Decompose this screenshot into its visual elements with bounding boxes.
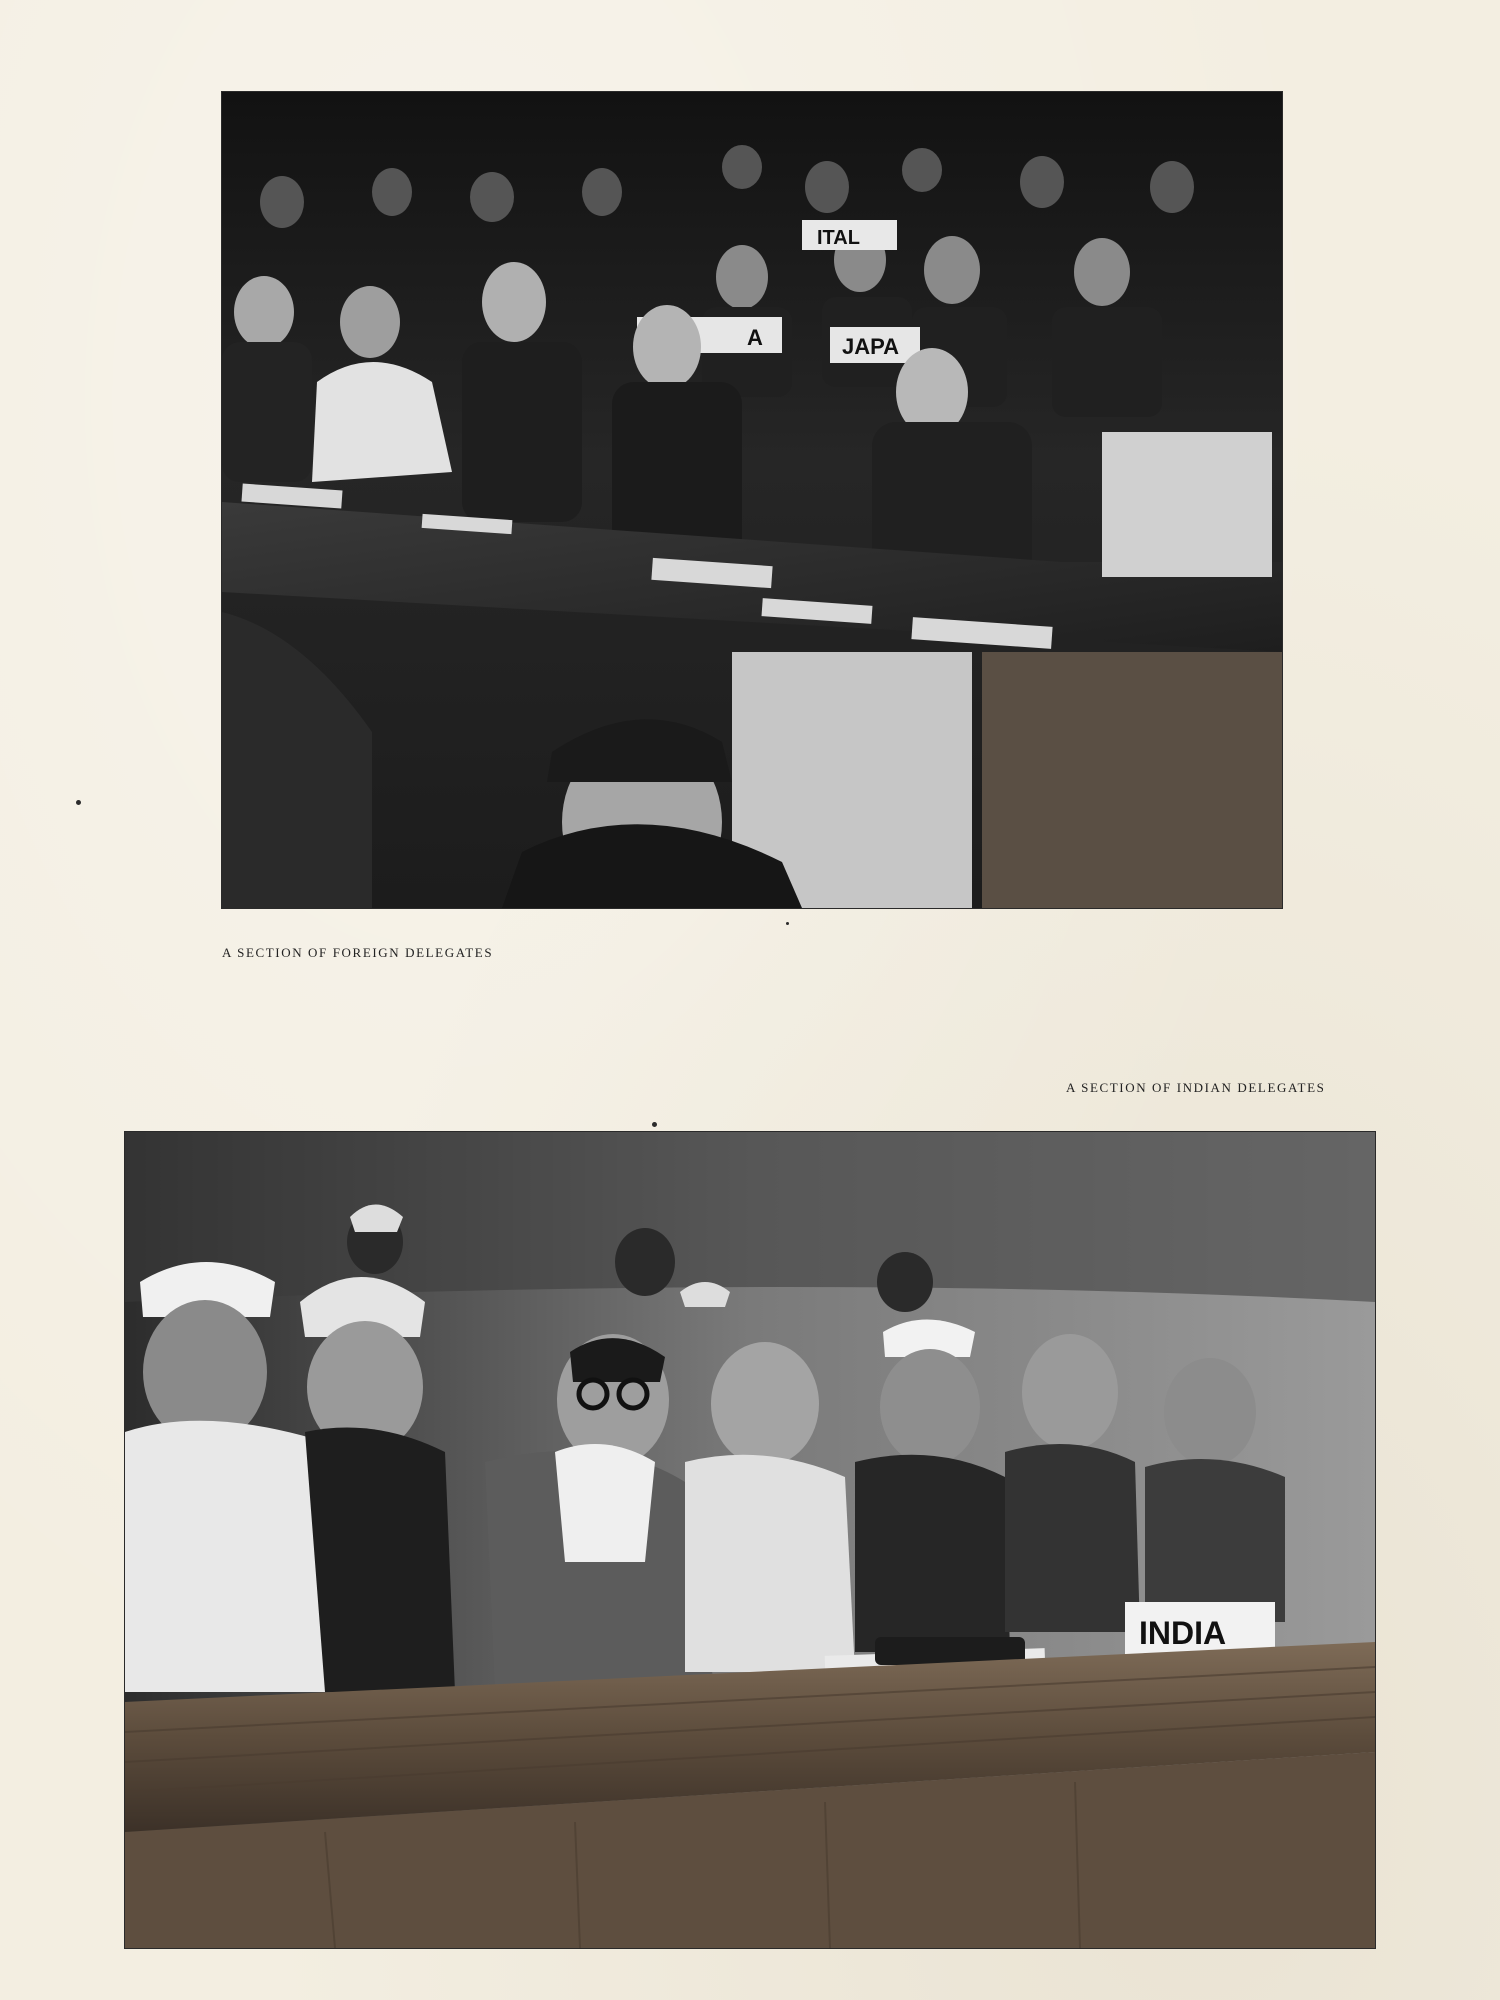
foreign-delegates-photo-image (222, 92, 1282, 908)
paper-speck (786, 922, 789, 925)
foreign-delegates-caption: A SECTION OF FOREIGN DELEGATES (222, 945, 494, 960)
paper-speck (76, 800, 81, 805)
sign-ital: ITAL (817, 227, 860, 249)
paper-speck (652, 1122, 657, 1127)
sign-japa: JAPA (842, 334, 900, 359)
sign-a: A (747, 325, 763, 350)
indian-delegates-caption: A SECTION OF INDIAN DELEGATES (1066, 1080, 1326, 1095)
sign-india: INDIA (1139, 1615, 1227, 1651)
foreign-delegates-photo (222, 92, 1282, 908)
indian-delegates-photo-image (125, 1132, 1375, 1948)
indian-delegates-photo (125, 1132, 1375, 1948)
